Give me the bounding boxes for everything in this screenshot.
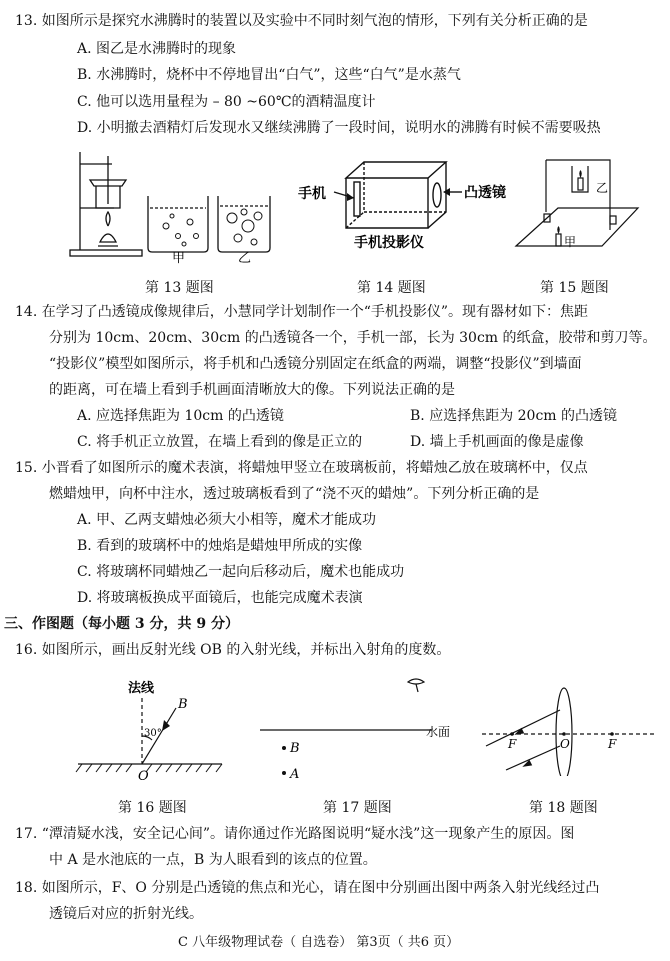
q14-option-a: A. 应选择焦距为 10cm 的凸透镜 [77, 408, 284, 424]
fig17-label-a: A [290, 767, 300, 782]
q17-line1: 17. “潭清疑水浅，安全记心间”。请你通过作光路图说明“疑水浅”这一现象产生的原因。图 [15, 826, 575, 842]
q14-option-c: C. 将手机正立放置，在墙上看到的像是正立的 [77, 434, 363, 450]
fig15-label-jia: 甲 [564, 235, 577, 249]
q14-line2: 分别为 10cm、20cm、30cm 的凸透镜各一个，手机一部，长为 30cm 的纸盒，胶带和剪刀等。 [49, 330, 657, 346]
fig16-label-normal: 法线 [128, 681, 155, 696]
section-3-heading: 三、作图题（每小题 3 分，共 9 分） [4, 616, 239, 632]
q16-stem: 16. 如图所示，画出反射光线 OB 的入射光线，并标出入射角的度数。 [15, 642, 451, 658]
q17-line2: 中 A 是水池底的一点，B 为人眼看到的该点的位置。 [49, 852, 377, 868]
fig17-label-b: B [290, 741, 300, 756]
figure-18 [476, 676, 660, 776]
q13-stem: 13. 如图所示是探究水沸腾时的装置以及实验中不同时刻气泡的情形，下列有关分析正确的是 [15, 13, 588, 29]
figure-13 [62, 146, 272, 264]
figure-15 [510, 152, 640, 252]
fig13-label-jia: 甲 [172, 251, 186, 264]
fig16-label-b: B [178, 697, 188, 712]
fig18-label-f-right: F [608, 737, 617, 751]
q14-option-b: B. 应选择焦距为 20cm 的凸透镜 [410, 408, 618, 424]
q15-option-a: A. 甲、乙两支蜡烛必须大小相等，魔术才能成功 [77, 512, 377, 528]
q15-line1: 15. 小晋看了如图所示的魔术表演，将蜡烛甲竖立在玻璃板前，将蜡烛乙放在玻璃杯中，仅点 [15, 460, 588, 476]
caption-fig13: 第 13 题图 [145, 280, 214, 296]
fig18-label-o: O [560, 737, 570, 751]
caption-fig15: 第 15 题图 [540, 280, 609, 296]
figure-16 [72, 676, 232, 782]
q13-option-c: C. 他可以选用量程为 – 80 ~60℃的酒精温度计 [77, 94, 376, 110]
caption-fig18: 第 18 题图 [529, 800, 598, 816]
q14-line1: 14. 在学习了凸透镜成像规律后，小慧同学计划制作一个“手机投影仪”。现有器材如下：焦距 [15, 304, 589, 320]
fig16-label-angle: 30° [144, 728, 162, 739]
q14-line3: “投影仪”模型如图所示，将手机和凸透镜分别固定在纸盒的两端，调整“投影仪”到墙面 [49, 356, 582, 372]
q13-option-b: B. 水沸腾时，烧杯中不停地冒出“白气”，这些“白气”是水蒸气 [77, 67, 461, 83]
fig14-label-phone: 手机 [298, 186, 326, 202]
q18-line1: 18. 如图所示，F、O 分别是凸透镜的焦点和光心，请在图中分别画出图中两条入射光线经过凸 [15, 880, 600, 896]
figure-14 [298, 150, 520, 250]
caption-fig16: 第 16 题图 [118, 800, 187, 816]
fig15-label-yi: 乙 [596, 181, 609, 195]
q15-option-d: D. 将玻璃板换成平面镜后，也能完成魔术表演 [77, 590, 363, 606]
q13-option-d: D. 小明撤去酒精灯后发现水又继续沸腾了一段时间，说明水的沸腾有时候不需要吸热 [77, 120, 601, 136]
figure-17 [256, 670, 456, 782]
q14-option-d: D. 墙上手机画面的像是虚像 [410, 434, 584, 450]
q15-option-b: B. 看到的玻璃杯中的烛焰是蜡烛甲所成的实像 [77, 538, 363, 554]
fig18-label-f-left: F [508, 737, 517, 751]
q14-line4: 的距离，可在墙上看到手机画面清晰放大的像。下列说法正确的是 [49, 382, 455, 398]
fig14-title: 手机投影仪 [354, 235, 424, 250]
fig14-label-lens: 凸透镜 [464, 185, 506, 201]
page-footer: C 八年级物理试卷（ 自选卷） 第3页（ 共6 页） [178, 935, 460, 950]
fig13-label-yi: 乙 [238, 251, 252, 264]
q15-option-c: C. 将玻璃杯同蜡烛乙一起向后移动后，魔术也能成功 [77, 564, 405, 580]
fig17-label-water-surface: 水面 [426, 725, 451, 739]
caption-fig14: 第 14 题图 [357, 280, 426, 296]
fig16-label-o: O [138, 769, 149, 782]
q18-line2: 透镜后对应的折射光线。 [49, 906, 203, 922]
q13-option-a: A. 图乙是水沸腾时的现象 [77, 41, 237, 57]
q15-line2: 燃蜡烛甲，向杯中注水，透过玻璃板看到了“浇不灭的蜡烛”。下列分析正确的是 [49, 486, 540, 502]
caption-fig17: 第 17 题图 [323, 800, 392, 816]
